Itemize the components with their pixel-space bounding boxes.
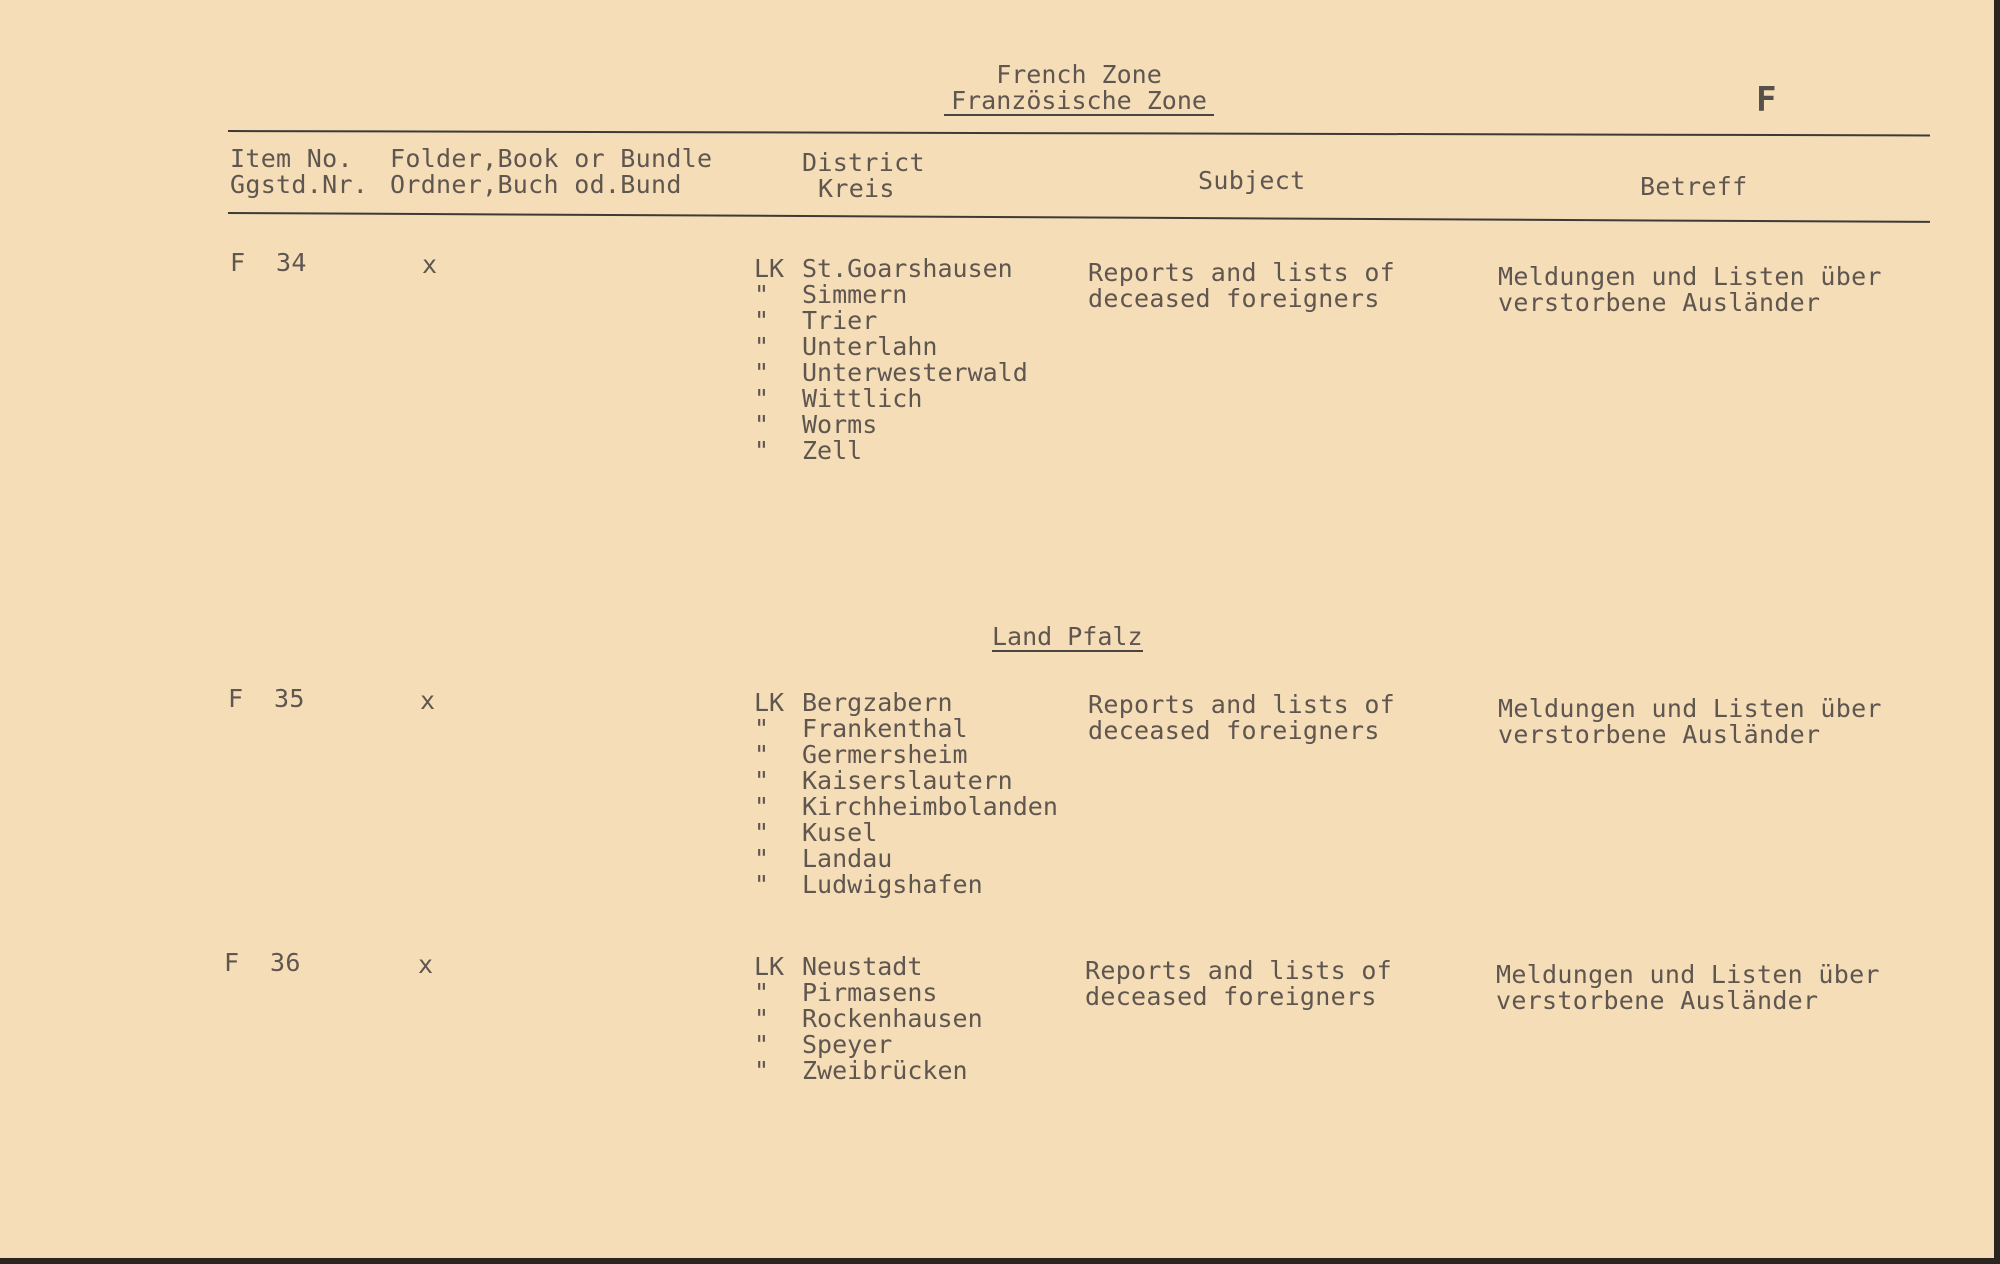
entry-betreff: Meldungen und Listen über — [1496, 960, 1880, 989]
entry-folder-mark: x — [418, 950, 434, 979]
district-name: Kusel — [802, 818, 878, 847]
district-name: Landau — [802, 844, 893, 873]
zone-title-de: Französische Zone — [944, 88, 1214, 116]
district-row — [754, 256, 1028, 282]
district-name: Pirmasens — [802, 978, 938, 1007]
district-row — [754, 282, 1028, 308]
entry-betreff: verstorbene Ausländer — [1498, 720, 1821, 749]
entry-subject: Reports and lists of — [1088, 690, 1396, 719]
district-row — [754, 334, 1028, 360]
district-prefix: " — [754, 1004, 770, 1033]
district-prefix: LK — [754, 688, 785, 717]
district-name: Kirchheimbolanden — [802, 792, 1058, 821]
district-prefix: " — [754, 280, 770, 309]
entry-subject: deceased foreigners — [1088, 716, 1380, 745]
district-name: Frankenthal — [802, 714, 968, 743]
zone-title-en: French Zone — [996, 60, 1162, 89]
entry-subject: deceased foreigners — [1088, 284, 1380, 313]
entry-folder-mark: x — [422, 250, 438, 279]
district-prefix: " — [754, 1030, 770, 1059]
entry-item-no: F 34 — [230, 248, 307, 277]
col-folder-en: Folder,Book or Bundle — [390, 144, 713, 173]
entry-subject: deceased foreigners — [1085, 982, 1377, 1011]
district-name: Bergzabern — [802, 688, 953, 717]
entry-subject: Reports and lists of — [1085, 956, 1393, 985]
district-name: Rockenhausen — [802, 1004, 983, 1033]
entry-folder-mark: x — [420, 686, 436, 715]
district-name: Worms — [802, 410, 878, 439]
district-prefix: " — [754, 306, 770, 335]
district-name: Germersheim — [802, 740, 968, 769]
district-row — [754, 768, 1058, 794]
district-prefix: " — [754, 818, 770, 847]
col-folder-de: Ordner,Buch od.Bund — [390, 170, 682, 199]
header-rule-top — [228, 130, 1930, 136]
entry-betreff: Meldungen und Listen über — [1498, 262, 1882, 291]
district-row — [754, 980, 983, 1006]
district-name: Trier — [802, 306, 878, 335]
col-district-de: Kreis — [818, 174, 895, 203]
district-row — [754, 412, 1028, 438]
district-name: Simmern — [802, 280, 908, 309]
district-row — [754, 954, 983, 980]
entry-betreff: Meldungen und Listen über — [1498, 694, 1882, 723]
district-prefix: " — [754, 870, 770, 899]
entry-item-no: F 35 — [228, 684, 305, 713]
district-name: Speyer — [802, 1030, 893, 1059]
district-list — [754, 256, 1028, 464]
district-prefix: LK — [754, 952, 785, 981]
district-row — [754, 846, 1058, 872]
district-prefix: " — [754, 332, 770, 361]
entry-betreff: verstorbene Ausländer — [1496, 986, 1819, 1015]
district-prefix: " — [754, 978, 770, 1007]
district-prefix: " — [754, 792, 770, 821]
district-name: Wittlich — [802, 384, 923, 413]
district-prefix: LK — [754, 254, 785, 283]
header-rule-bottom — [228, 212, 1930, 223]
district-name: Kaiserslautern — [802, 766, 1013, 795]
col-item-de: Ggstd.Nr. — [230, 170, 369, 199]
district-row — [754, 1058, 983, 1084]
col-subject: Subject — [1198, 166, 1306, 195]
district-prefix: " — [754, 384, 770, 413]
col-district-en: District — [802, 148, 925, 177]
district-prefix: " — [754, 740, 770, 769]
district-row — [754, 386, 1028, 412]
district-name: Unterlahn — [802, 332, 938, 361]
col-betreff: Betreff — [1640, 172, 1748, 201]
district-prefix: " — [754, 844, 770, 873]
district-name: Neustadt — [802, 952, 923, 981]
district-name: Unterwesterwald — [802, 358, 1028, 387]
col-item-en: Item No. — [230, 144, 353, 173]
district-row — [754, 308, 1028, 334]
district-row — [754, 716, 1058, 742]
district-prefix: " — [754, 766, 770, 795]
zone-title — [944, 62, 1214, 116]
district-prefix: " — [754, 436, 770, 465]
district-row — [754, 690, 1058, 716]
district-row — [754, 1032, 983, 1058]
entry-betreff: verstorbene Ausländer — [1498, 288, 1821, 317]
district-list — [754, 690, 1058, 898]
district-prefix: " — [754, 358, 770, 387]
district-row — [754, 820, 1058, 846]
district-name: Ludwigshafen — [802, 870, 983, 899]
district-prefix: " — [754, 410, 770, 439]
district-list — [754, 954, 983, 1084]
district-row — [754, 438, 1028, 464]
district-name: Zweibrücken — [802, 1056, 968, 1085]
entry-item-no: F 36 — [224, 948, 301, 977]
district-row — [754, 794, 1058, 820]
district-prefix: " — [754, 714, 770, 743]
district-row — [754, 360, 1028, 386]
district-row — [754, 1006, 983, 1032]
page-mark: F — [1756, 80, 1777, 120]
district-name: St.Goarshausen — [802, 254, 1013, 283]
entry-subject: Reports and lists of — [1088, 258, 1396, 287]
district-prefix: " — [754, 1056, 770, 1085]
section-title: Land Pfalz — [992, 622, 1143, 651]
district-name: Zell — [802, 436, 863, 465]
district-row — [754, 872, 1058, 898]
district-row — [754, 742, 1058, 768]
